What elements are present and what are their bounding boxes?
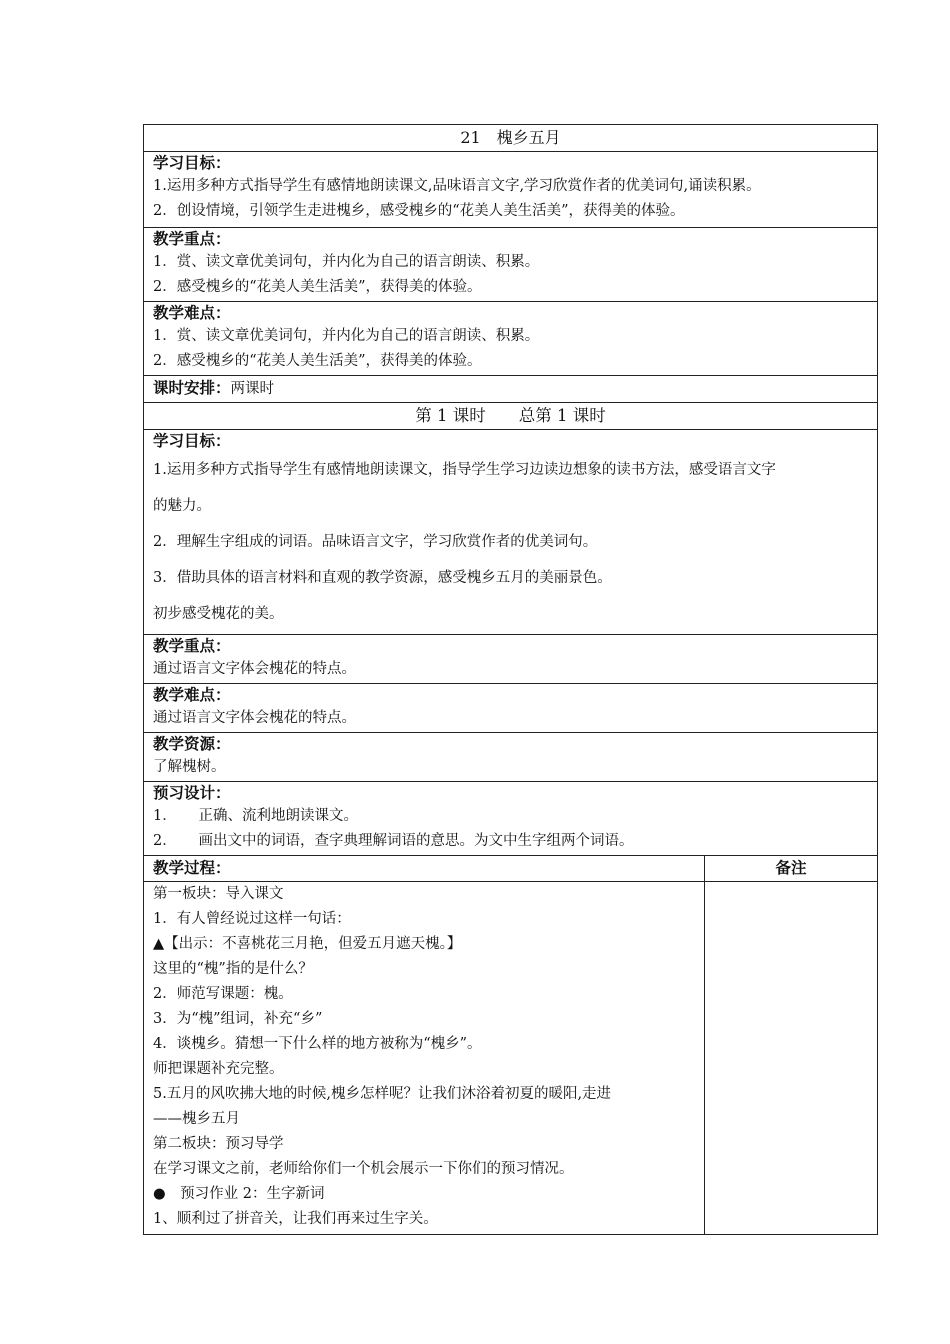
lesson-plan-table — [143, 124, 878, 1235]
key-points-heading: 教学重点： — [153, 230, 231, 248]
lesson-goals-heading: 学习目标： — [153, 432, 231, 450]
schedule-row — [144, 376, 878, 403]
lesson-goals-item: 的魅力。 — [153, 498, 211, 514]
difficulties-row — [144, 302, 878, 376]
lesson-number-row — [144, 403, 878, 430]
resources-row — [144, 733, 878, 782]
resources-cell — [144, 733, 878, 782]
goals-row — [144, 152, 878, 228]
key-points-cell — [144, 228, 878, 302]
process-line: 第一板块：导入课文 — [153, 886, 284, 902]
preview-cell — [144, 782, 878, 856]
lesson-key-heading: 教学重点： — [153, 637, 231, 655]
process-heading: 教学过程： — [144, 856, 705, 882]
process-line: 5.五月的风吹拂大地的时候,槐乡怎样呢？让我们沐浴着初夏的暖阳,走进 — [153, 1086, 612, 1102]
lesson-key-cell — [144, 635, 878, 684]
lesson-difficulty-value: 通过语言文字体会槐花的特点。 — [153, 710, 356, 726]
process-line: ● 预习作业 2：生字新词 — [153, 1186, 325, 1202]
goals-item: 2．创设情境，引领学生走进槐乡，感受槐乡的“花美人美生活美”，获得美的体验。 — [153, 203, 685, 219]
lesson-goals-row — [144, 430, 878, 635]
goals-cell — [144, 152, 878, 228]
resources-heading: 教学资源： — [153, 735, 231, 753]
process-line: 第二板块：预习导学 — [153, 1136, 284, 1152]
process-header-row — [144, 856, 878, 882]
process-line: 1、顺利过了拼音关，让我们再来过生字关。 — [153, 1211, 438, 1227]
difficulties-cell — [144, 302, 878, 376]
process-row — [144, 882, 878, 1235]
goals-heading: 学习目标： — [153, 154, 231, 172]
key-points-item: 1．赏、读文章优美词句，并内化为自己的语言朗读、积累。 — [153, 254, 540, 270]
process-line: 师把课题补充完整。 — [153, 1061, 284, 1077]
schedule-cell — [144, 376, 878, 403]
process-line: ▲【出示：不喜桃花三月艳，但爱五月遮天槐。】 — [153, 936, 462, 952]
lesson-goals-item: 1.运用多种方式指导学生有感情地朗读课文，指导学生学习边读边想象的读书方法，感受语言文字 — [153, 462, 776, 478]
process-line: 在学习课文之前，老师给你们一个机会展示一下你们的预习情况。 — [153, 1161, 574, 1177]
process-line: 2．师范写课题：槐。 — [153, 986, 293, 1002]
notes-cell — [705, 882, 878, 1235]
process-line: ——槐乡五月 — [153, 1111, 240, 1127]
lesson-difficulty-row — [144, 684, 878, 733]
process-cell — [144, 882, 705, 1235]
preview-row — [144, 782, 878, 856]
difficulties-heading: 教学难点： — [153, 304, 231, 322]
lesson-goals-cell — [144, 430, 878, 635]
lesson-difficulty-cell — [144, 684, 878, 733]
preview-item: 2． 画出文中的词语，查字典理解词语的意思。为文中生字组两个词语。 — [153, 833, 634, 849]
lesson-difficulty-heading: 教学难点： — [153, 686, 231, 704]
key-points-item: 2．感受槐乡的“花美人美生活美”，获得美的体验。 — [153, 279, 482, 295]
notes-heading: 备注 — [705, 856, 878, 882]
lesson-key-row — [144, 635, 878, 684]
goals-item: 1.运用多种方式指导学生有感情地朗读课文,品味语言文字,学习欣赏作者的优美词句,诵读积累。 — [153, 178, 761, 194]
lesson-goals-item: 3．借助具体的语言材料和直观的教学资源，感受槐乡五月的美丽景色。 — [153, 570, 612, 586]
difficulties-item: 2．感受槐乡的“花美人美生活美”，获得美的体验。 — [153, 353, 482, 369]
preview-heading: 预习设计： — [153, 784, 231, 802]
title-row — [144, 125, 878, 152]
process-line: 这里的“槐”指的是什么？ — [153, 961, 313, 977]
process-line: 1．有人曾经说过这样一句话： — [153, 911, 351, 927]
resources-value: 了解槐树。 — [153, 759, 226, 775]
lesson-goals-item: 2．理解生字组成的词语。品味语言文字，学习欣赏作者的优美词句。 — [153, 534, 598, 550]
lesson-goals-item: 初步感受槐花的美。 — [153, 606, 284, 622]
difficulties-item: 1．赏、读文章优美词句，并内化为自己的语言朗读、积累。 — [153, 328, 540, 344]
process-line: 3．为“槐”组词，补充“乡” — [153, 1011, 323, 1027]
lesson-key-value: 通过语言文字体会槐花的特点。 — [153, 661, 356, 677]
schedule-heading: 课时安排： — [153, 379, 231, 397]
lesson-number: 第 1 课时 总第 1 课时 — [144, 403, 878, 430]
preview-item: 1． 正确、流利地朗读课文。 — [153, 808, 358, 824]
schedule-value: 两课时 — [230, 381, 275, 397]
lesson-title: 21 槐乡五月 — [144, 125, 878, 152]
process-line: 4．谈槐乡。猜想一下什么样的地方被称为“槐乡”。 — [153, 1036, 482, 1052]
key-points-row — [144, 228, 878, 302]
